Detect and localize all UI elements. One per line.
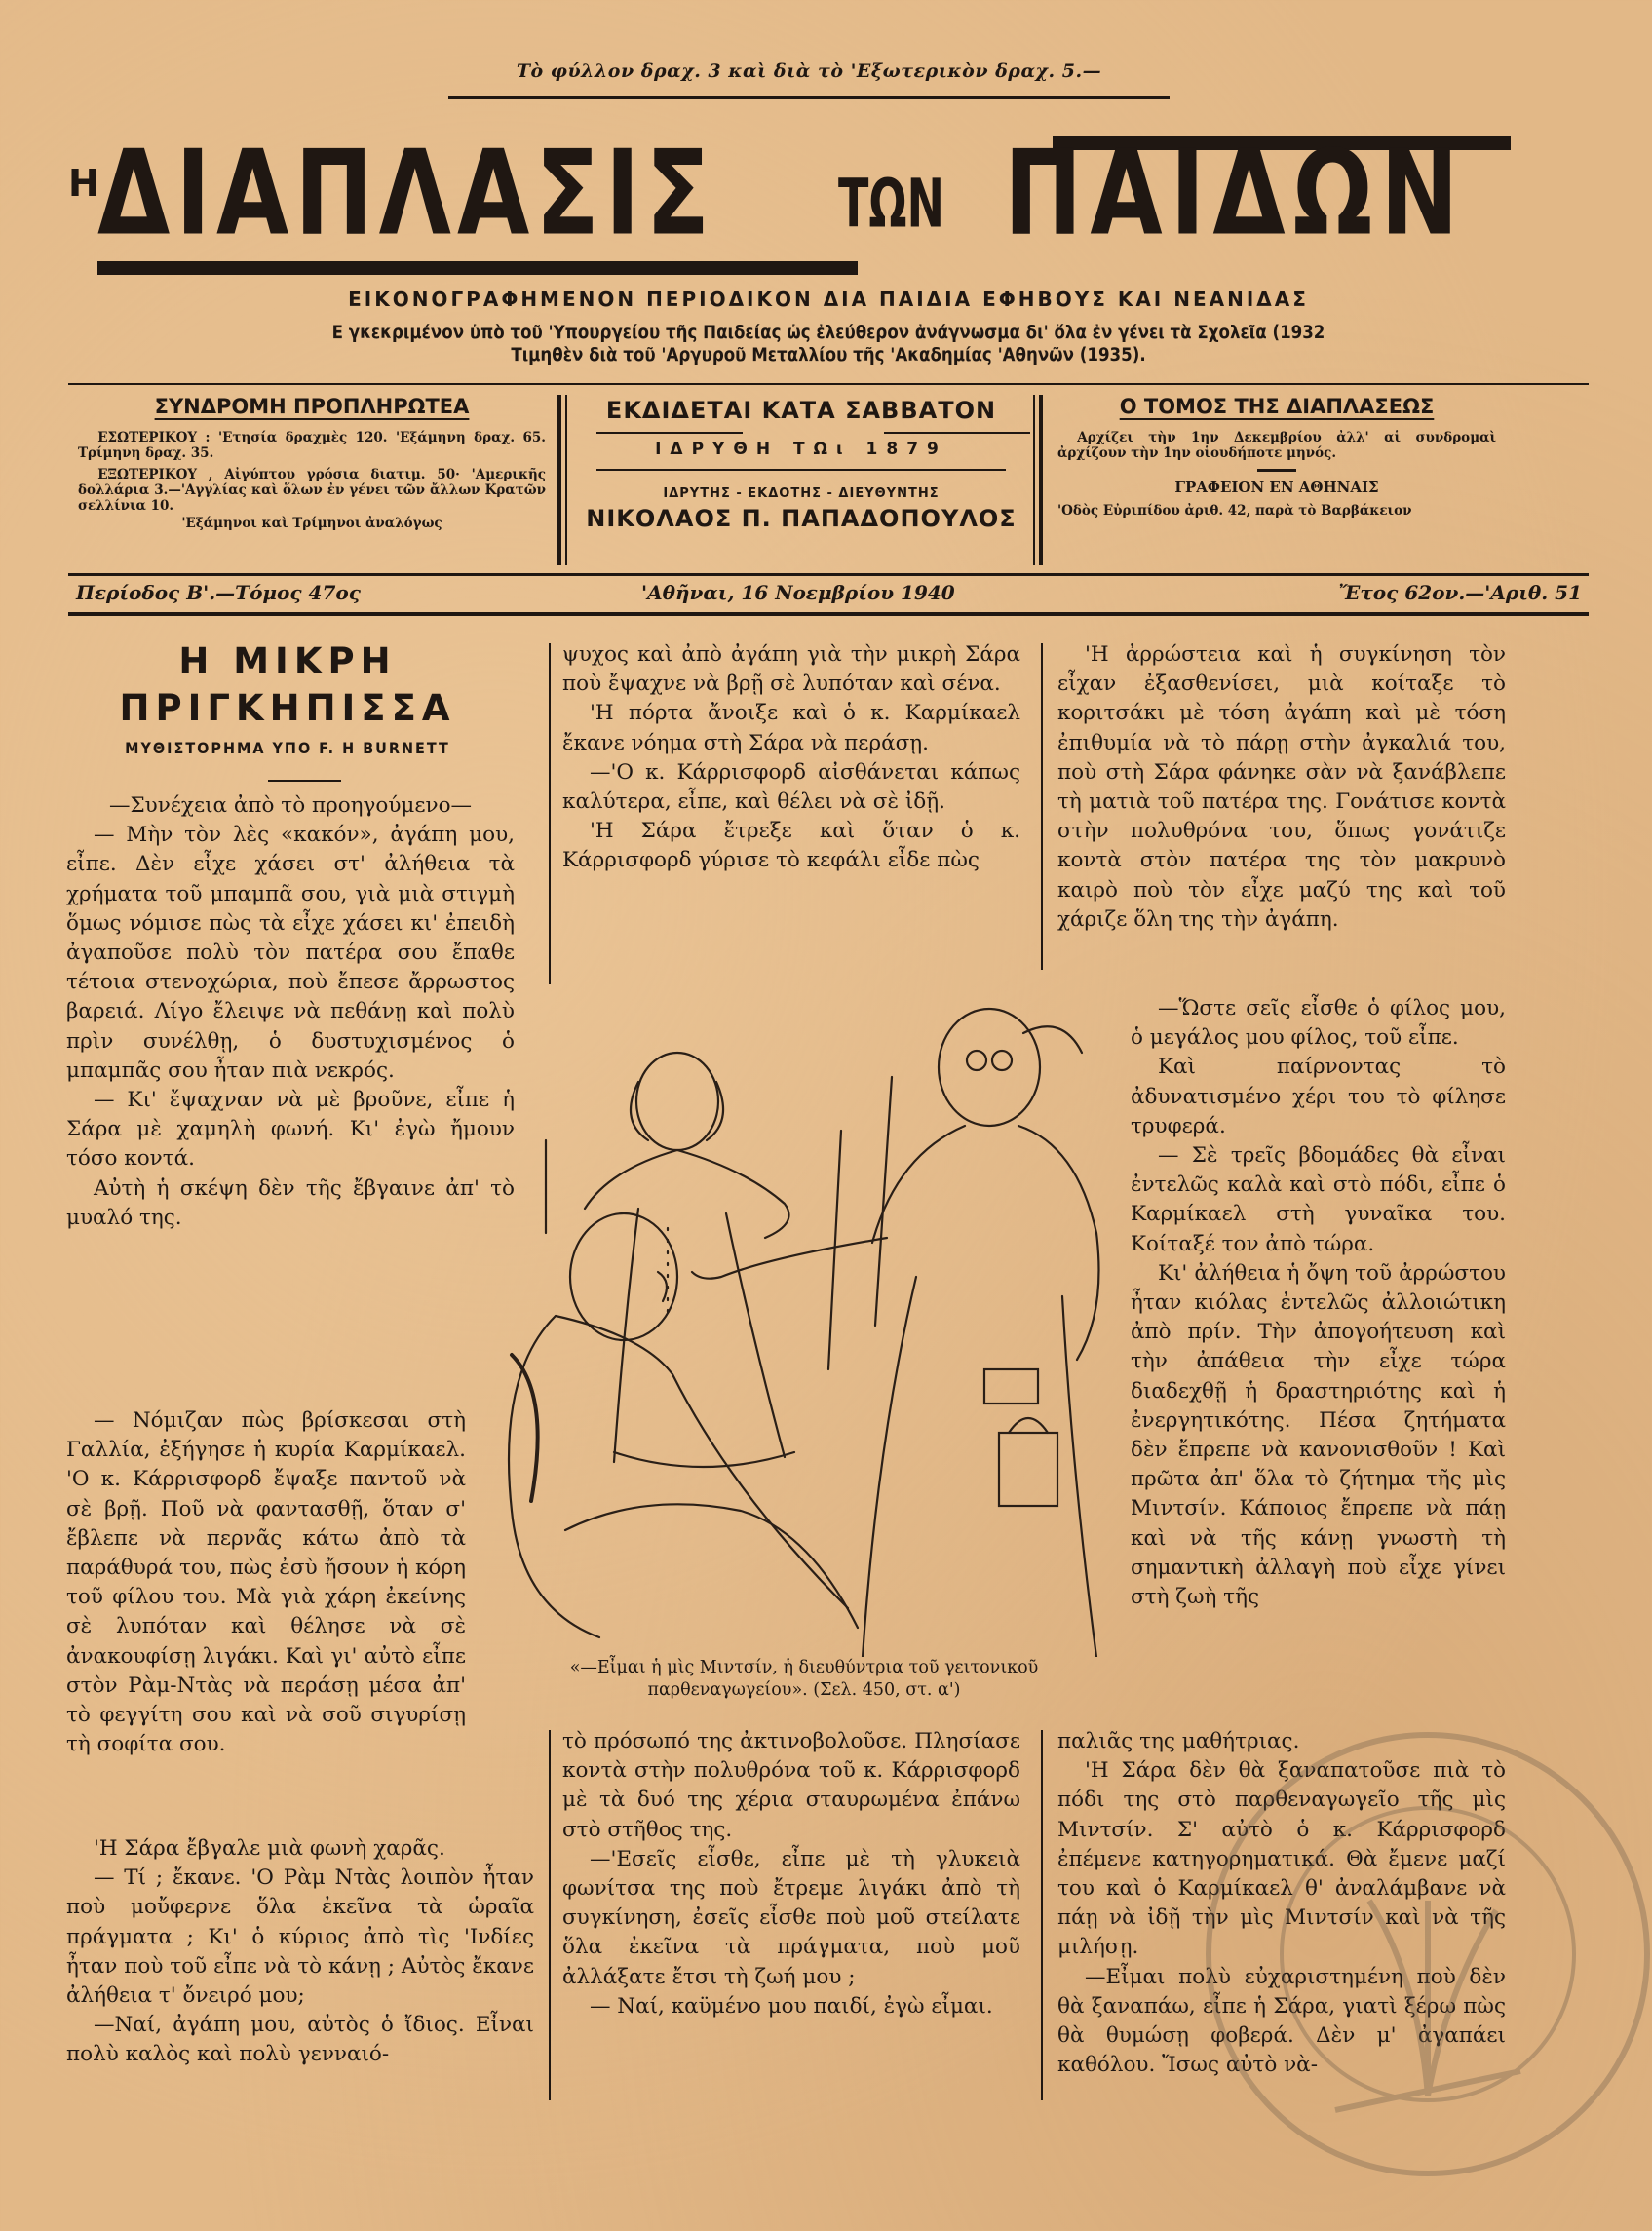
story-title-line-2: ΠΡΙΓΚΗΠΙΣΣΑ [119,687,456,729]
masthead-paidon: ΠΑΙΔΩΝ [1004,125,1467,261]
domestic-label: ΕΣΩΤΕΡΙΚΟΥ : [97,430,211,445]
paragraph: 'Η πόρτα ἄνοιξε καὶ ὁ κ. Καρμίκαελ ἔκανε νόημα στὴ Σάρα νὰ περάσῃ. [562,701,1020,755]
paragraph: —Ὥστε σεῖς εἶσθε ὁ φίλος μου, ὁ μεγάλος μου φίλος, τοῦ εἶπε. [1131,996,1506,1051]
dateline-date: 'Αθῆναι, 16 Νοεμβρίου 1940 [641,581,955,604]
illustration-engraving-icon [478,984,1111,1657]
subtitle: ΕΙΚΟΝΟΓΡΑΦΗΜΕΝΟΝ ΠΕΡΙΟΔΙΚΟΝ ΔΙΑ ΠΑΙΔΙΑ ΕΦΗΒΟΥΣ ΚΑΙ ΝΕΑΝΙΔΑΣ [348,288,1309,311]
price-underline [448,96,1170,99]
illustration-caption: «—Εἶμαι ἡ μὶς Μιντσίν, ἡ διευθύντρια τοῦ γειτονικοῦ παρθεναγωγείου». (Σελ. 450, στ. α') [569,1658,1039,1700]
subscription-box [78,395,546,565]
founded-rule [596,469,1006,471]
paragraph: —'Ο κ. Κάρρισφορδ αἰσθάνεται κάπως καλύτερα, εἶπε, καὶ θέλει νὰ σὲ ἰδῇ. [562,759,1020,815]
masthead-underbar [97,261,858,275]
dateline-period: Περίοδος Β'.—Τόμος 47ος [76,581,361,604]
column-3-bottom [1057,1727,1506,2080]
office-address: 'Οδὸς Εὐριπίδου ἀριθ. 42, παρὰ τὸ Βαρβάκειον [1057,503,1412,519]
paragraph: παλιᾶς της μαθήτριας. [1057,1729,1300,1753]
subscription-heading: ΣΥΝΔΡΟΜΗ ΠΡΟΠΛΗΡΩΤΕΑ [154,395,470,418]
column-divider-1b [549,1730,551,2100]
approval-line-2: Τιμηθὲν διὰ τοῦ 'Αργυροῦ Μεταλλίου τῆς 'Ακαδημίας 'Αθηνῶν (1935). [511,345,1146,365]
box-divider-right-thick [1039,395,1043,565]
paragraph: 'Η Σάρα ἔτρεξε καὶ ὅταν ὁ κ. Κάρρισφορδ γύρισε τὸ κεφάλι εἶδε πὼς [562,819,1020,873]
column-divider-1 [549,643,551,984]
paragraph: — Κι' ἔψαχναν νὰ μὲ βροῦνε, εἶπε ἡ Σάρα μὲ χαμηλὴ φωνή. Κι' ἐγὼ ἤμουν τόσο κοντά. [66,1088,515,1172]
paragraph: — Ναί, καϋμένο μου παιδί, ἐγὼ εἶμαι. [589,1993,993,2019]
handbag [999,1433,1057,1506]
publisher-roles: ΙΔΡΥΤΗΣ - ΕΚΔΟΤΗΣ - ΔΙΕΥΘΥΝΤΗΣ [663,486,940,501]
masthead-ton: ΤΩΝ [838,164,944,243]
paragraph: 'Η Σάρα δὲν θὰ ξαναπατοῦσε πιὰ τὸ πόδι της στὸ παρθεναγωγεῖο τῆς μὶς Μιντσίν. Σ' αὐτὸ ὁ κ. Κάρρισφορδ ἐπέμενε κατηγορηματικά. Θὰ ἔμενε μαζί του καὶ ὁ Καρμίκαελ θ' ἀναλάμβανε νὰ πάῃ νὰ ἰδῇ τὴν μὶς Μιντσίν καὶ νὰ τῆς μιλήσῃ. [1057,1758,1506,1960]
book [984,1369,1038,1404]
box-divider-left [557,395,561,565]
story-byline: ΜΥΘΙΣΤΟΡΗΜΑ ΥΠΟ F. H BURNETT [125,739,450,757]
column-1 [66,791,515,1233]
paragraph: — Νόμιζαν πὼς βρίσκεσαι στὴ Γαλλία, ἐξήγησε ἡ κυρία Καρμίκαελ. 'Ο κ. Κάρρισφορδ ἔψαξε παντοῦ νὰ σὲ βρῇ. Ποῦ νὰ φαντασθῇ, ὅταν σ' ἔβλεπε νὰ περνᾶς κάτω ἀπὸ τὰ παράθυρά του, πὼς ἐσὺ ἤσουν ἡ κόρη τοῦ φίλου του. Μὰ γιὰ χάρη ἐκείνης σὲ λυπόταν καὶ θέλησε νὰ σὲ ἀνακουφίσῃ λιγάκι. Καὶ γι' αὐτὸ εἶπε στὸν Ρὰμ-Ντὰς νὰ περάσῃ μέσα ἀπ' τὸ φεγγίτη σου καὶ νὰ σοῦ σιγυρίσῃ τὴ σοφίτα σου. [66,1408,466,1757]
rule-right [884,432,1030,434]
paragraph: — Μὴν τὸν λὲς «κακόν», ἀγάπη μου, εἶπε. Δὲν εἶχε χάσει στ' ἀλήθεια τὰ χρήματα τοῦ μπαμπᾶ σου, γιὰ μιὰ στιγμὴ ὅμως νόμισε πὼς τὰ εἶχε χάσει κι' ἐπειδὴ ἀγαποῦσε πολὺ τὸν πατέρα σου ἔπαθε τέτοια στενοχώρια, ποὺ ἔπεσε ἄρρωστος βαρειά. Λίγο ἔλειψε νὰ πεθάνῃ καὶ πολὺ πρὶν συνέλθῃ, ὁ δυστυχισμένος ὁ μπαμπᾶς σου ἦταν πιὰ νεκρός. [66,823,515,1083]
price-line: Τὸ φύλλον δραχ. 3 καὶ διὰ τὸ 'Εξωτερικὸν δραχ. 5.— [516,60,1102,82]
publication-box [577,395,1025,565]
masthead-title: ΔΙΑΠΛΑΣΙΣ [97,125,716,261]
bg-line [875,1077,892,1326]
paragraph: Κι' ἀλήθεια ἡ ὄψη τοῦ ἀρρώστου ἦταν κιόλας ἐντελῶς ἀλλοιώτικη ἀπὸ πρίν. Τὴν ἀπογοήτευση καὶ τὴν ἀπάθεια τὴν εἶχε τώρα διαδεχθῇ ἡ δραστηριότης καὶ ἡ ἐνεργητικότης. Πέσα ζητήματα δὲν ἔπρεπε νὰ κανονισθοῦν ! Καὶ πρῶτα ἀπ' ὅλα τὸ ζήτημα τῆς μὶς Μιντσίν. Κάποιος ἔπρεπε νὰ πάῃ καὶ νὰ τῆς κάνῃ γνωστὴ τὴ σημαντικὴ ἀλλαγὴ ποὺ εἶχε γίνει στὴ ζωὴ τῆς [1131,1260,1506,1610]
column-1-bottom [66,1834,534,2070]
approval-line-1: Ε γκεκριμένον ὑπὸ τοῦ 'Υπουργείου τῆς Παιδείας ὡς ἐλεύθερον ἀνάγνωσμα δι' ὅλα ἐν γένει τὰ Σχολεῖα (1932 [331,323,1325,343]
story-title [58,638,517,732]
paragraph: — Τί ; ἔκανε. 'Ο Ρὰμ Ντὰς λοιπὸν ἦταν ποὺ μοὔφερνε ὅλα ἐκεῖνα τὰ ὡραῖα πράγματα ; Κι' ὁ κύριος ἀπὸ τὶς 'Ινδίες ἦταν ποὺ τοῦ εἶπε νὰ τὸ κάνῃ ; Αὐτὸς ἔκανε ἀλήθεια τ' ὄνειρό μου; [66,1866,534,2009]
foreign-rates: Αἰγύπτου γρόσια διατιμ. 50· 'Αμερικῆς δολλάρια 3.—'Αγγλίας καὶ ὅλων ἐν γένει τῶν ἄλλων Κρατῶν σελλίνια 10. [78,467,546,514]
paragraph: ψυχος καὶ ἀπὸ ἀγάπη γιὰ τὴν μικρὴ Σάρα ποὺ ἔψαχνε νὰ βρῇ σὲ λυπόταν καὶ σένα. [562,642,1020,697]
dateline-top-rule [68,573,1589,576]
column-divider-2b [1041,1730,1043,2100]
lady-bonnet [939,1009,1040,1126]
rule-left [596,432,743,434]
paragraph: —Εἶμαι πολὺ εὐχαριστημένη ποὺ δὲν θὰ ξαναπάω, εἶπε ἡ Σάρα, γιατὶ ξέρω πὼς θὰ θυμώσῃ φοβερά. Δὲν μ' ἀγαπάει καθόλου. Ἴσως αὐτὸ νὰ- [1057,1964,1506,2078]
byline-rule [268,780,341,782]
dateline-issue: Ἔτος 62ον.—'Αριθ. 51 [1338,581,1582,604]
story-title-line-1: Η ΜΙΚΡΗ [178,640,397,682]
masthead-article: Η [68,162,99,205]
publication-heading: ΕΚΔΙΔΕΤΑΙ ΚΑΤΑ ΣΑΒΒΑΤΟΝ [605,397,997,424]
box-divider-left-thin [565,395,567,565]
continued-note: —Συνέχεια ἀπὸ τὸ προηγούμενο— [108,793,473,818]
founded-line: ΙΔΡΥΘΗ ΤΩι 1879 [655,440,947,459]
box-divider-right [1033,395,1035,565]
dateline-bottom-rule [68,612,1589,616]
paragraph: —'Εσεῖς εἶσθε, εἶπε μὲ τὴ γλυκειὰ φωνίτσα της ποὺ ἔτρεμε λιγάκι ἀπὸ τὴ συγκίνηση, ἐσεῖς εἶσθε ποὺ μοῦ στείλατε ὅλα ἐκεῖνα τὰ πράγματα, ποὺ μοῦ ἀλλάξατε ἔτσι τὴ ζωή μου ; [562,1846,1020,1989]
column-3-narrow [1131,994,1506,1612]
masthead-logo [68,125,1589,271]
column-2-top [562,640,1020,876]
dateline [76,581,1582,610]
paragraph: τὸ πρόσωπό της ἀκτινοβολοῦσε. Πλησίασε κοντὰ στὴν πολυθρόνα τοῦ κ. Κάρρισφορδ μὲ τὰ δυό της χέρια σταυρωμένα ἐπάνω στὸ στῆθος της. [562,1729,1020,1842]
column-2-bottom [562,1727,1020,2021]
domestic-rates: 'Ετησία δραχμὲς 120. 'Εξάμηνη δραχ. 65. Τρίμηνη δραχ. 35. [78,430,547,461]
approval-notice [117,322,1540,366]
paragraph: —Ναί, ἀγάπη μου, αὐτὸς ὁ ἴδιος. Εἶναι πολὺ καλὸς καὶ πολὺ γενναιό- [66,2013,534,2067]
volume-rule [1257,469,1296,472]
office-heading: ΓΡΑΦΕΙΟΝ ΕΝ ΑΘΗΝΑΙΣ [1174,479,1379,496]
bg-line [828,1131,841,1369]
column-3-top [1057,640,1506,935]
paragraph: 'Η ἀρρώστεια καὶ ἡ συγκίνηση τὸν εἶχαν ἐξασθενίσει, μιὰ κοίταξε τὸ κοριτσάκι μὲ τόση ἀγάπη καὶ μὲ τόση ἐπιθυμία νὰ τὸ πάρῃ στὴν ἀγκαλιά του, ποὺ στὴ Σάρα φάνηκε σὰν νὰ ξανάβλεπε τὴ ματιὰ τοῦ πατέρα της. Γονάτισε κοντὰ στὴν πολυθρόνα του, ὅπως γονάτιζε κοντὰ στὸν πατέρα της τὸν μακρυνὸ καιρὸ ποὺ τὸν εἶχε μαζύ της καὶ τοῦ χάριζε ὅλη της τὴν ἀγάπη. [1057,642,1506,932]
column-divider-2 [1041,643,1043,970]
volume-box [1057,395,1496,565]
man-head [570,1213,677,1340]
volume-text: Αρχίζει τὴν 1ην Δεκεμβρίου ἀλλ' αἱ συνδρομαὶ ἀρχίζουν τὴν 1ην οἱουδήποτε μηνός. [1057,430,1496,461]
volume-heading: Ο ΤΟΜΟΣ ΤΗΣ ΔΙΑΠΛΑΣΕΩΣ [1119,395,1435,418]
column-1-lower [66,1406,466,1759]
header-top-rule [68,383,1589,385]
subscription-note: 'Εξάμηνοι καὶ Τρίμηνοι ἀναλόγως [181,516,442,531]
foreign-label: ΕΞΩΤΕΡΙΚΟΥ , [97,467,213,482]
paragraph: Καὶ παίρνοντας τὸ ἀδυνατισμένο χέρι του τὸ φίλησε τρυφερά. [1131,1055,1506,1138]
paragraph: — Σὲ τρεῖς βδομάδες θὰ εἶναι ἐντελῶς καλὰ καὶ στὸ πόδι, εἶπε ὁ Καρμίκαελ στὴ γυναῖκα του. Κοίταξέ τον ἀπὸ τώρα. [1131,1143,1506,1256]
paragraph: 'Η Σάρα ἔβγαλε μιὰ φωνὴ χαρᾶς. [93,1836,445,1861]
publisher-name: ΝΙΚΟΛΑΟΣ Π. ΠΑΠΑΔΟΠΟΥΛΟΣ [586,505,1017,532]
girl-head [636,1053,718,1150]
paragraph: Αὐτὴ ἡ σκέψη δὲν τῆς ἔβγαινε ἀπ' τὸ μυαλό της. [66,1175,515,1230]
